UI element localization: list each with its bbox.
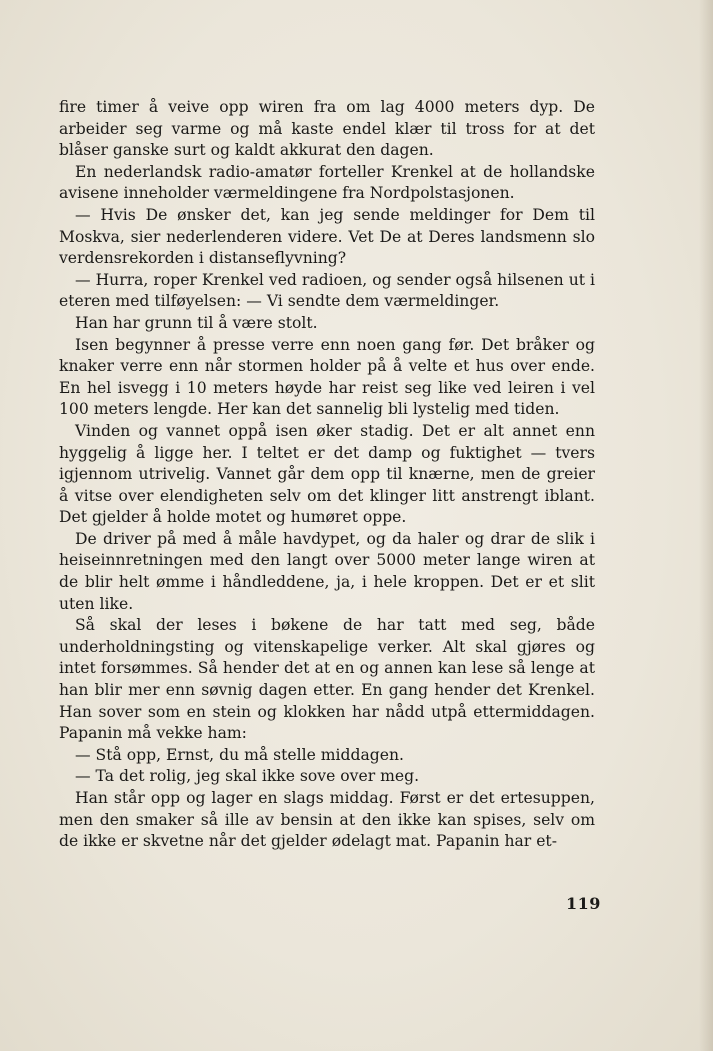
paragraph-11: — Ta det rolig, jeg skal ikke sove over meg. — [75, 767, 420, 786]
paragraph-4: — Hurra, roper Krenkel ved radioen, og sender også hilsenen ut i eteren med tilføyelsen: — Vi sendte dem værmeldinger. — [59, 270, 595, 311]
paragraph-8: De driver på med å måle havdypet, og da haler og drar de slik i heiseinnretningen med den langt over 5000 meter lange wiren at de blir helt ømme i håndleddene, ja, i hele kroppen. Det er et slit uten like. — [59, 529, 595, 613]
page-edge-shadow — [699, 0, 713, 1051]
page-number: 119 — [566, 894, 601, 913]
paragraph-7: Vinden og vannet oppå isen øker stadig. Det er alt annet enn hyggelig å ligge her. I teltet er det damp og fuktighet — tvers igjennom utrivelig. Vannet går dem opp til knærne, men de greier å vitse over elendigheten selv om det klinger litt anstrengt iblant. Det gjelder å holde motet og humøret oppe. — [59, 421, 595, 527]
paragraph-9: Så skal der leses i bøkene de har tatt med seg, både underholdningsting og vitenskapelige verker. Alt skal gjøres og intet forsømmes. Så hender det at en og annen kan lese så lenge at han blir mer enn søvnig dagen etter. En gang hender det Krenkel. Han sover som en stein og klokken har nådd utpå ettermiddagen. Papanin må vekke ham: — [59, 616, 595, 743]
paragraph-1: fire timer å veive opp wiren fra om lag 4000 meters dyp. De arbeider seg varme og må kaste endel klær til tross for at det blåser ganske surt og kaldt akkurat den dagen. — [59, 98, 595, 160]
paragraph-6: Isen begynner å presse verre enn noen gang før. Det bråker og knaker verre enn når stormen holder på å velte et hus over ende. En hel isvegg i 10 meters høyde har reist seg like ved leiren i vel 100 meters lengde. Her kan det sannelig bli lystelig med tiden. — [59, 335, 595, 419]
paragraph-3: — Hvis De ønsker det, kan jeg sende meldinger for Dem til Moskva, sier nederlenderen videre. Vet De at Deres landsmenn slo verdensrekorden i distanseflyvning? — [59, 205, 595, 268]
paragraph-2: En nederlandsk radio-amatør forteller Krenkel at de hollandske avisene inneholder værmeldingene fra Nordpolstasjonen. — [59, 162, 595, 203]
body-text — [59, 97, 595, 853]
paragraph-12: Han står opp og lager en slags middag. Først er det ertesuppen, men den smaker så ille av bensin at den ikke kan spises, selv om de ikke er skvetne når det gjelder ødelagt mat. Papanin har et- — [59, 789, 595, 851]
paragraph-10: — Stå opp, Ernst, du må stelle middagen. — [75, 745, 405, 764]
paragraph-5: Han har grunn til å være stolt. — [75, 313, 318, 332]
